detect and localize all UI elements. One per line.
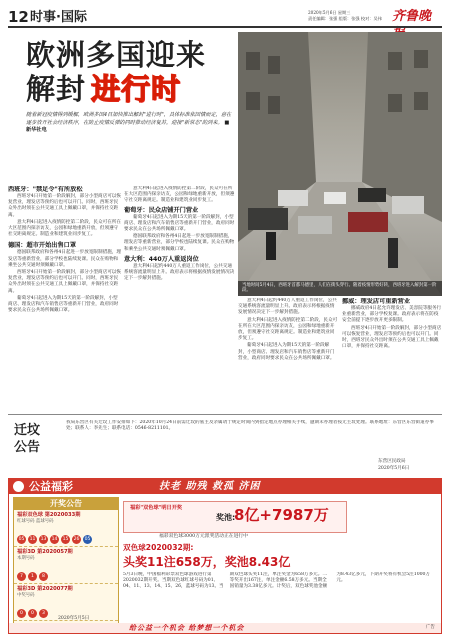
- lead-author: ■新华社电: [26, 119, 230, 134]
- page-number: 12: [8, 8, 29, 26]
- article-column-1: [8, 186, 121, 412]
- article-column-3: [238, 298, 338, 412]
- lottery-banner-title: 公益福彩: [29, 480, 73, 493]
- draw-list: [14, 510, 118, 621]
- promo-card: [123, 501, 347, 533]
- draw-date: 2020年5月5日: [58, 615, 90, 621]
- ad-tag: 广告: [425, 625, 435, 630]
- notice-label-1: 迁坟: [14, 423, 41, 438]
- lead-paragraph: [26, 112, 234, 135]
- article-column-2: [124, 186, 236, 412]
- lottery-logo-icon: [13, 481, 24, 492]
- draw-entry: [14, 547, 118, 584]
- draw-balls: [17, 562, 115, 581]
- draw-name: 福彩3D 第2020077期: [17, 586, 73, 592]
- section-body-norway-cont: 西班牙4日开始第一阶段解封，部分小型商店可以恢复营业，理发店等预约后也可以开门。同时，西班牙民众外出时须在公共交通工具上佩戴口罩，并保持社交距离。: [342, 325, 442, 350]
- draw-column-headers: 本期号码: [17, 556, 35, 561]
- section-body-col3-b: 意大利4日起进入疫情防控第二阶段，民众可在所在大区范围内探亲访友，公园和绿地重新开放，但须遵守社交距离规定。制造业和建筑业同步复工。: [238, 317, 338, 342]
- lottery-ball: 0: [28, 609, 37, 618]
- lottery-footer-text: 给公益一个机会 给梦想一个机会: [129, 623, 245, 632]
- notice-label: [14, 422, 52, 456]
- draw-entry: [14, 510, 118, 547]
- lottery-footer: [9, 623, 441, 633]
- report-kicker: 双色球2020032期:: [123, 543, 194, 552]
- section-body-italy: 意大利4日起进入疫情防控第二阶段，民众可在所在大区范围内探亲访友，公园和绿地重新开放，但须遵守社交距离规定。制造业和建筑业同步复工。: [124, 186, 235, 204]
- lottery-ball: 15: [62, 537, 69, 542]
- section-heading-spain: 西班牙："禁足令"有所放松: [8, 186, 83, 193]
- draw-balls: [17, 525, 115, 544]
- lottery-ball: 3: [39, 609, 48, 618]
- promo-subtitle: 福彩双色球3000万元派奖活动正在进行中: [159, 534, 248, 539]
- headline: [26, 38, 236, 106]
- section-body-portugal: 葡萄牙4日起进入为期15天的第一阶段解封，小型商店、理发店和汽车销售店等重新开门营业，政府同时要求民众在公共场所佩戴口罩。: [124, 214, 235, 233]
- notice-label-2: 公告: [14, 440, 41, 455]
- masthead-logo: 齐鲁晚: [392, 9, 432, 24]
- section-body-norway: 挪威政府4日起允许理发店、美容院等服务行业重新营业，部分学校复课。政府表示将在防疫安全前提下逐步放开更多限制。: [342, 306, 442, 324]
- draw-name: 福彩双色球 第2020033期: [17, 512, 81, 518]
- section-heading-italy-workers: 意大利：440万人重返岗位: [124, 255, 199, 263]
- section-body-col3: 意大利4日起约440万人重返工作岗位，公共交通系统客流量明显上升。政府表示将根据疫情发展情况决定下一步解封措施。: [238, 298, 337, 316]
- article-column-4: [342, 298, 442, 412]
- lottery-ball: 13: [40, 537, 47, 542]
- headline-line-2: 解封: [26, 72, 87, 106]
- draw-column-headers: 红球号码 蓝球号码: [17, 519, 54, 524]
- section-body-italy-workers: 意大利4日起约440万人重返工作岗位，公共交通系统客流量明显上升。政府表示将根据疫情发展情况决定下一步解封措施。: [124, 263, 235, 282]
- report-body: 5月3日晚，中国福利彩票双色球游戏进行第2020032期开奖。当期双色球红球号码为01、04、11、13、14、15、26，蓝球号码为13。当期双色球头奖11注，单注奖金为658万多元。二等奖开出167注，单注金额6.58万多元。当期全国销量为3.38亿多元。计奖后，双色球奖池金额为8.43亿多元，下期开奖将有机会5注1000万元。: [123, 572, 431, 589]
- headline-line-1: 欧洲多国迎来: [26, 38, 207, 72]
- lottery-ad: [8, 478, 442, 634]
- masthead: [8, 8, 442, 34]
- lottery-ball: 8: [39, 572, 48, 581]
- lottery-ball: 7: [17, 572, 26, 581]
- section-title: 时事·国际: [30, 10, 87, 25]
- notice-box: [8, 416, 442, 476]
- lottery-ball: 14: [51, 537, 58, 542]
- jackpot-label: 奖池:: [216, 513, 236, 522]
- draw-results-box: [13, 497, 119, 625]
- lottery-banner-slogan: 扶老 助残 救孤 济困: [159, 481, 261, 492]
- lottery-ball: 0: [17, 609, 26, 618]
- lottery-ball-blue: 05: [84, 537, 91, 542]
- promo-title: 福彩"双色球"明日开奖: [130, 505, 183, 511]
- photo-caption: 当地时间5月4日，西班牙首都马德里，人们在街头穿行。随着疫情形势好转，西班牙进入解封第一阶段。: [238, 281, 442, 296]
- notice-date: 2020年5月6日: [378, 466, 410, 471]
- section-body-germany: 德国联邦政府和各州4日起进一步放宽限制措施，理发店等重新营业，部分学校也陆续复课。民众在购物和乘坐公共交通时须佩戴口罩。: [8, 250, 121, 268]
- editor-line: 责任编辑：张强 组版：张强 校对：吴伟: [308, 16, 382, 21]
- lottery-ball: 11: [29, 537, 36, 542]
- section-body-spain-cont: 意大利4日起进入疫情防控第二阶段，民众可在所在大区范围内探亲访友，公园和绿地重新开放，但须遵守社交距离规定。制造业和建筑业同步复工。: [8, 219, 121, 238]
- date-line: 2020年5月6日 星期三: [308, 10, 351, 15]
- section-body-col3-c: 葡萄牙4日起进入为期15天的第一阶段解封，小型商店、理发店和汽车销售店等重新开门营业，政府同时要求民众在公共场所佩戴口罩。: [238, 343, 335, 361]
- lottery-ball: 05: [18, 537, 25, 542]
- section-body-portugal-cont: 德国联邦政府和各州4日起进一步放宽限制措施，理发店等重新营业，部分学校也陆续复课。民众在购物和乘坐公共交通时须佩戴口罩。: [124, 234, 235, 252]
- draw-name: 福彩3D 第2020057期: [17, 549, 73, 555]
- draw-results-title: 开奖公告: [14, 498, 118, 510]
- street-scene: [238, 32, 442, 296]
- report-headline: 头奖11注658万，奖池8.43亿: [123, 555, 291, 569]
- jackpot-value: 8亿+7987万: [234, 506, 329, 524]
- headline-highlight: 进行时: [91, 72, 182, 106]
- lead-text: 随着新冠疫情得到缓解，欧洲多国4日加快推出解封"进行时"，具体标准依国情而定，意在逐步放开社会经济秩序，在防止疫情反弹的同时推动经济复苏，迎接"新常态"的到来。: [26, 112, 232, 126]
- section-body-germany-more: 葡萄牙4日起进入为期15天的第一阶段解封，小型商店、理发店和汽车销售店等重新开门营业，政府同时要求民众在公共场所佩戴口罩。: [8, 295, 119, 314]
- news-photo: [238, 32, 442, 296]
- notice-body: 我局东营区有关迁坟工作安排如下：2020年10月24日前需迁坟的墓主及亲属请于规定时间内到指定地点办理相关手续，逾期未办理者按无主坟处理。联系地址：东营区东营街道办事处；联系人：李先生；联系电话：0546-8211101。: [66, 420, 434, 432]
- section-heading-portugal: 葡萄牙：民众店铺开门营业: [124, 206, 199, 214]
- section-body-spain: 西班牙4日开始第一阶段解封，部分小型商店可以恢复营业，理发店等预约后也可以开门。同时，西班牙民众外出时须在公共交通工具上佩戴口罩，并保持社交距离。: [8, 194, 121, 218]
- lottery-ball: 1: [28, 572, 37, 581]
- lottery-banner: [9, 479, 441, 494]
- section-body-germany-cont: 西班牙4日开始第一阶段解封，部分小型商店可以恢复营业，理发店等预约后也可以开门。同时，西班牙民众外出时须在公共交通工具上佩戴口罩，并保持社交距离。: [8, 270, 121, 294]
- draw-column-headers: 中奖号码: [17, 593, 35, 598]
- section-heading-germany: 德国：超市开始出售口罩: [8, 242, 77, 250]
- lottery-ball: 26: [73, 537, 80, 542]
- notice-sign: 东营区民政局: [378, 459, 406, 464]
- section-heading-norway: 挪威：理发店可重新营业: [342, 298, 411, 305]
